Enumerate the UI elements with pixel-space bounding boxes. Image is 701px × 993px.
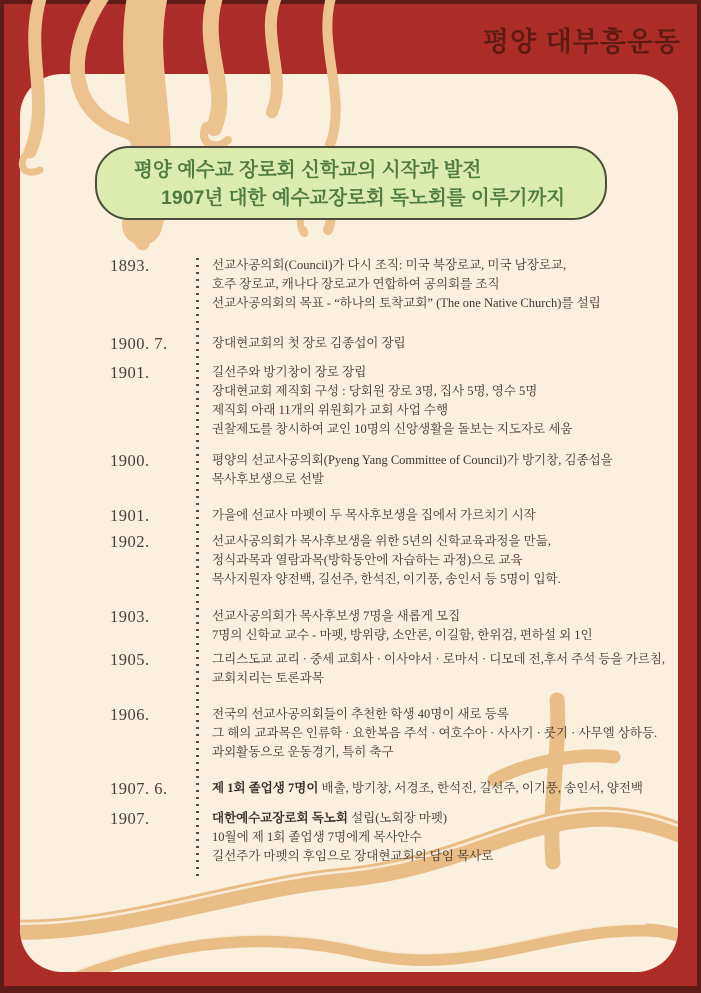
entry-text: 선교사공의회가 목사후보생 7명을 새롭게 모집 7명의 신학교 교수 - 마펫, 방위량, 소안론, 이길함, 한위검, 편하설 외 1인 — [212, 609, 593, 642]
entry-text: 선교사공의회가 목사후보생을 위한 5년의 신학교육과정을 만듦, 정식과목과 열람과목(방학동안에 자습하는 과정)으로 교육 목사지원자 양전백, 길선주, 한석진, 이기풍, 송인서 등 5명이 입학. — [212, 534, 561, 586]
entry-text: 대한예수교장로회 독노회 설립(노회장 마펫) 10월에 제 1회 졸업생 7명에게 목사안수 길선주가 마펫의 후임으로 장대현교회의 담임 목사로 — [212, 811, 494, 863]
title-box-line1: 평양 예수교 장로회 신학교의 시작과 발전 — [134, 159, 482, 181]
entry-text: 전국의 선교사공의회들이 추천한 학생 40명이 새로 등록 그 해의 교과목은 인류학 · 요한복음 주석 · 여호수아 · 사사기 · 룻기 · 사무엘 상하등. 과외활동으로 운동경기, 특히 축구 — [212, 707, 658, 759]
entry-text: 길선주와 방기창이 장로 장립 장대현교회 제직회 구성 : 당회원 장로 3명, 집사 5명, 영수 5명 제직회 아래 11개의 위원회가 교회 사업 수행 권찰제도를 창시하여 교인 10명의 신앙생활을 돌보는 지도자로 세움 — [212, 365, 573, 436]
entry-text: 평양의 선교사공의회(Pyeng Yang Committee of Council)가 방기창, 김종섭을 목사후보생으로 선발 — [212, 453, 613, 486]
timeline-row-1907 — [110, 809, 493, 866]
timeline-row-1905 — [110, 650, 665, 688]
timeline-row-1906 — [110, 705, 657, 762]
timeline-row-1902 — [110, 532, 561, 589]
year-label: 1907. 6. — [110, 779, 168, 798]
year-label: 1900. — [110, 451, 150, 470]
year-label: 1900. 7. — [110, 334, 168, 353]
year-label: 1901. — [110, 363, 150, 382]
timeline-row-1901 — [110, 363, 572, 439]
entry-text: 선교사공의회(Council)가 다시 조직: 미국 북장로교, 미국 남장로교, 호주 장로교, 캐나다 장로교가 연합하여 공의회를 조직 선교사공의회의 목표 - “하나의 토착교회” (The one Native Church)를 설립 — [212, 258, 601, 310]
year-label: 1902. — [110, 532, 150, 551]
timeline-row-1900 — [110, 451, 613, 489]
entry-text: 장대현교회의 첫 장로 김종섭이 장립 — [212, 336, 406, 350]
year-label: 1901. — [110, 506, 150, 525]
entry-text: 제 1회 졸업생 7명이 배출, 방기창, 서경조, 한석진, 길선주, 이기풍, 송인서, 양전백 — [212, 781, 644, 795]
entry-text: 가을에 선교사 마펫이 두 목사후보생을 집에서 가르치기 시작 — [212, 508, 536, 522]
year-label: 1907. — [110, 809, 150, 828]
year-label: 1906. — [110, 705, 150, 724]
year-label: 1903. — [110, 607, 150, 626]
title-box-line2: 1907년 대한 예수교장로회 독노회를 이루기까지 — [161, 187, 566, 209]
timeline-row-1907-6 — [110, 779, 643, 798]
page-title: 평양 대부흥운동 — [482, 27, 681, 57]
year-label: 1905. — [110, 650, 150, 669]
timeline-row-1901-fall — [110, 506, 536, 525]
timeline-row-1900-7 — [110, 334, 406, 353]
entry-text: 그리스도교 교리 · 중세 교회사 · 이사야서 · 로마서 · 디모데 전,후서 주석 등을 가르침, 교회치리는 토론과목 — [212, 652, 666, 685]
year-label: 1893. — [110, 256, 150, 275]
timeline-row-1903 — [110, 607, 593, 645]
timeline-row-1893 — [110, 256, 601, 313]
